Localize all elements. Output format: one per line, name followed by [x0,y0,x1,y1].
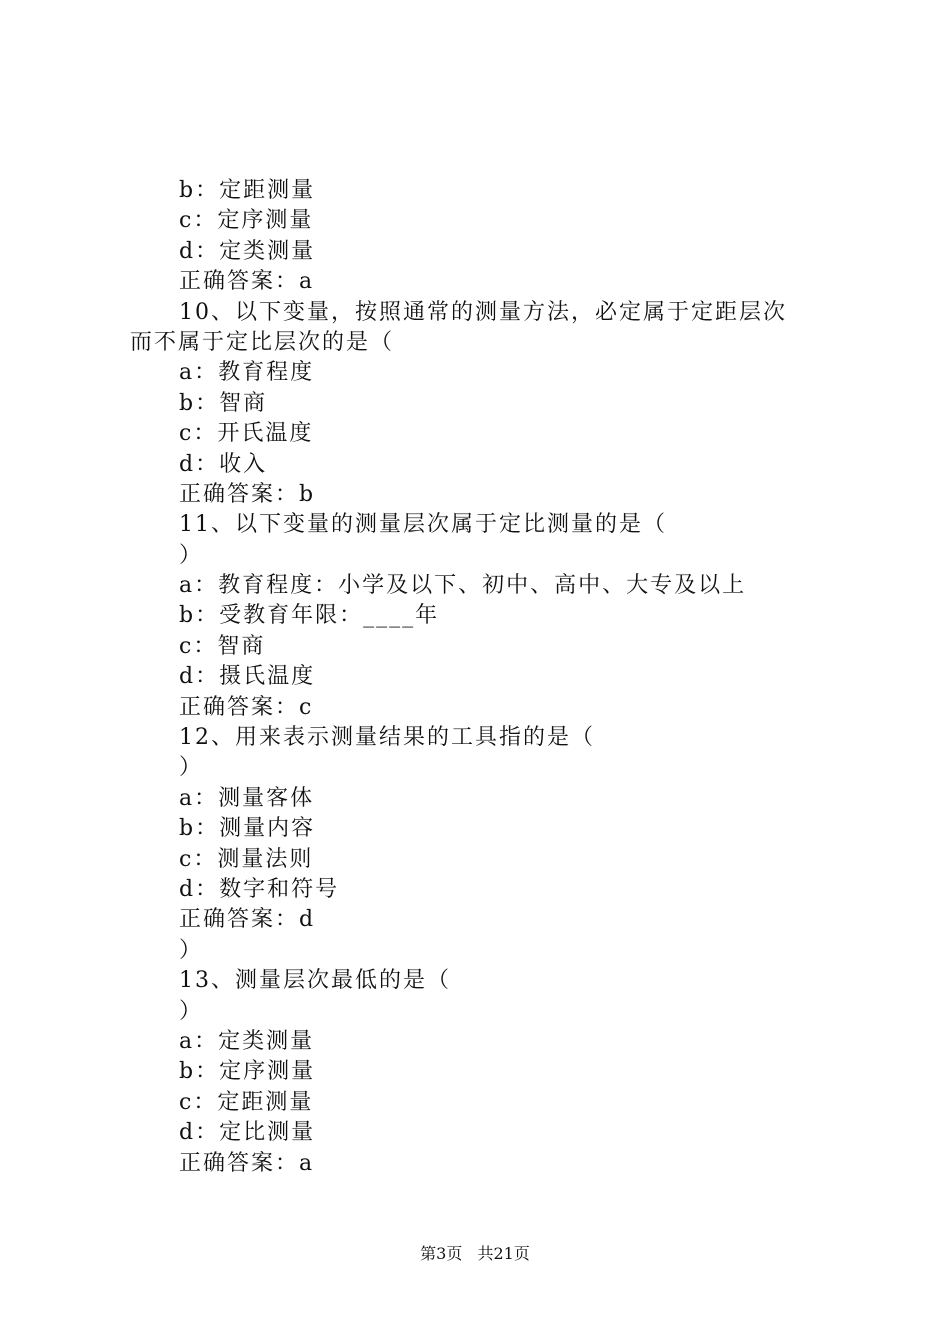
text-line: d：数字和符号 [179,876,340,902]
text-line: d：定类测量 [179,238,316,264]
text-line: c：智商 [179,633,266,659]
text-line: b：受教育年限：____年 [179,603,440,629]
text-line: 正确答案：a [179,1150,315,1176]
text-line: d：收入 [179,451,268,477]
text-line: 正确答案：b [179,481,316,507]
text-line: 11、以下变量的测量层次属于定比测量的是（ [179,512,667,538]
text-line: b：定距测量 [179,178,316,203]
text-line: 正确答案：a [179,269,315,295]
text-line: b：智商 [179,390,268,416]
page-footer [0,1241,950,1264]
text-line: b：测量内容 [179,816,316,842]
text-line: c：定距测量 [179,1089,314,1115]
page-number: 第3页 [420,1244,463,1263]
text-line: d：定比测量 [179,1120,316,1146]
text-line: b：定序测量 [179,1059,316,1085]
text-line: 正确答案：c [179,694,314,720]
text-line: 10、以下变量，按照通常的测量方法，必定属于定距层次 [179,299,787,325]
text-line: c：开氏温度 [179,421,314,447]
text-line: 正确答案：d [179,907,316,933]
text-line: a：教育程度 [179,360,315,386]
text-line: a：定类测量 [179,1028,315,1054]
text-line: ） [179,755,204,781]
text-line: a：教育程度：小学及以下、初中、高中、大专及以上 [179,573,747,599]
text-line: d：摄氏温度 [179,664,316,690]
text-line: ） [179,998,204,1024]
text-line: ） [179,937,204,963]
text-line: ） [179,542,204,568]
text-line: 而不属于定比层次的是（ [130,329,395,355]
document-body [130,176,850,1179]
text-line: a：测量客体 [179,785,315,811]
page-total: 共21页 [477,1244,530,1263]
text-line: c：定序测量 [179,208,314,234]
text-line: c：测量法则 [179,846,314,872]
text-line: 12、用来表示测量结果的工具指的是（ [179,725,595,751]
text-line: 13、测量层次最低的是（ [179,968,451,994]
